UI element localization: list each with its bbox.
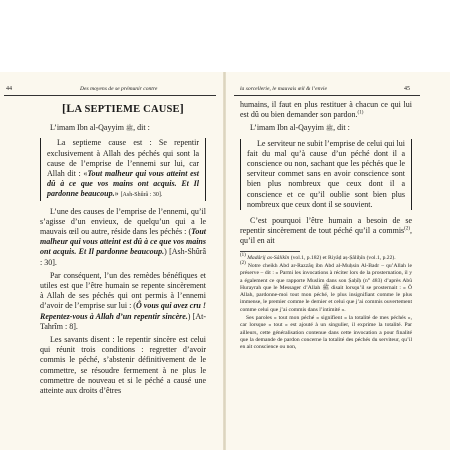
- left-header-rule: [4, 95, 216, 96]
- left-quote-box: La septieme cause est : Se repentir exclusivement à Allah des péchés qui sont la cause de l’emprise de l’ennemi sur lui, car Allah dit : «Tout malheur qui vous atteint est dû à ce que vos mains ont acquis. Et Il pardonne beaucoup.» [Ash-Shûrâ : 30].: [40, 138, 206, 200]
- right-paragraph-1: C’est pourquoi l’être humain a besoin de se repentir sincèrement de tout péché qu’il a commis$^{(2)}$, qu’il en ait: [240, 216, 412, 246]
- left-paragraph-1: L’une des causes de l’emprise de l’ennemi, qu’il s’agisse d’un envieux, de quelqu’un qui a le mauvais œil ou autre, réside dans les péchés : (Tout malheur qui vous atteint est dû à ce que vos mains ont acquis. Et Il pardonne beaucoup.) [Ash-Shûrâ : 30].: [40, 206, 207, 267]
- right-page-number: 45: [404, 86, 410, 92]
- right-paragraph-0: humains, il faut en plus restituer à chacun ce qui lui est dû ou bien demander son pardon.$^{(1)}$: [240, 100, 412, 120]
- footnote-separator: [240, 251, 300, 252]
- footnote-1: $^{(1)}$ Madârij as-Sâlikîn (vol.1, p.182) et Riyâḍ aṣ-Ṣâliḥîn (vol.1, p.22).: [240, 252, 396, 261]
- right-header-rule: [234, 95, 420, 96]
- section-title: [LA SEPTIEME CAUSE]: [62, 101, 184, 115]
- left-body: [40, 100, 206, 399]
- honorific-glyph: ﷺ: [325, 126, 334, 133]
- right-page: [226, 72, 450, 450]
- left-page-number: 44: [6, 86, 12, 92]
- footnote-2-continued: Ses paroles « tout mon péché » signifient « la totalité de mes péchés », car lorsque « tout » est ajouté à un singulier, il exprime la totalité. Par ailleurs, cette généralisation contenue dans cette invocation a pour finalité que la demande de pardon concerne la totalité des péchés du serviteur, qu’il en ait conscience ou non,: [240, 315, 412, 351]
- left-intro: L’imam Ibn al-Qayyim ﷺ, dit :: [50, 123, 150, 133]
- left-paragraph-2: Par conséquent, l’un des remèdes bénéfiques et utiles est que l’être humain se repente sincèrement à Allah de ses péchés qui ont permis à l’ennemi d’avoir de l’emprise sur lui : (Ô vous qui avez cru ! Repentez-vous à Allah d’un repentir sincère.) [At-Tahrîm : 8].: [40, 270, 206, 331]
- right-intro: L’imam Ibn al-Qayyim ﷺ, dit :: [250, 123, 350, 133]
- left-page: [0, 72, 224, 450]
- right-quote-box: Le serviteur ne subit l’emprise de celui qui lui fait du mal qu’à cause d’un péché dont il a conscience ou non, sachant que les péchés que le serviteur commet sans en avoir conscience sont bien plus nombreux que ceux dont il a conscience et ce qu’il oublie sont bien plus nombreux que ceux dont il se souvient.: [240, 139, 412, 210]
- left-running-head: Des moyens de se prémunir contre: [80, 86, 158, 92]
- right-running-head: la sorcellerie, le mauvais œil & l’envie: [240, 86, 327, 92]
- right-body: [240, 100, 412, 353]
- footnote-2: $^{(2)}$ Notre cheikh Abd ar-Razzâq ibn Abd al-Muḥsin Al-Badr – qu’Allah le préserve – dit : « Parmi les invocations à réciter lors de la prosternation, il y a également ce que rapporte Muslim dans son Ṣaḥîḥ (n° 483) d’après Abû Hurayrah que le Messager d’Allah ﷺ disait lorsqu’il se prosternait : « Ô Allah, pardonne-moi tout mon péché, le plus insignifiant comme le plus immense, le premier comme le dernier et celui que j’ai commis ouvertement comme celui que j’ai commis dans l’intimité ».: [240, 261, 412, 313]
- book-spread: [0, 72, 450, 450]
- left-paragraph-3: Les savants disent : le repentir sincère est celui qui réunit trois conditions : regretter d’avoir commis le péché, s’abstenir définitivement de le commettre, se résoudre fermement à ne plus le commettre de nouveau et si le péché a causé une atteinte aux droits d’êtres: [40, 335, 206, 396]
- honorific-glyph: ﷺ: [125, 126, 134, 133]
